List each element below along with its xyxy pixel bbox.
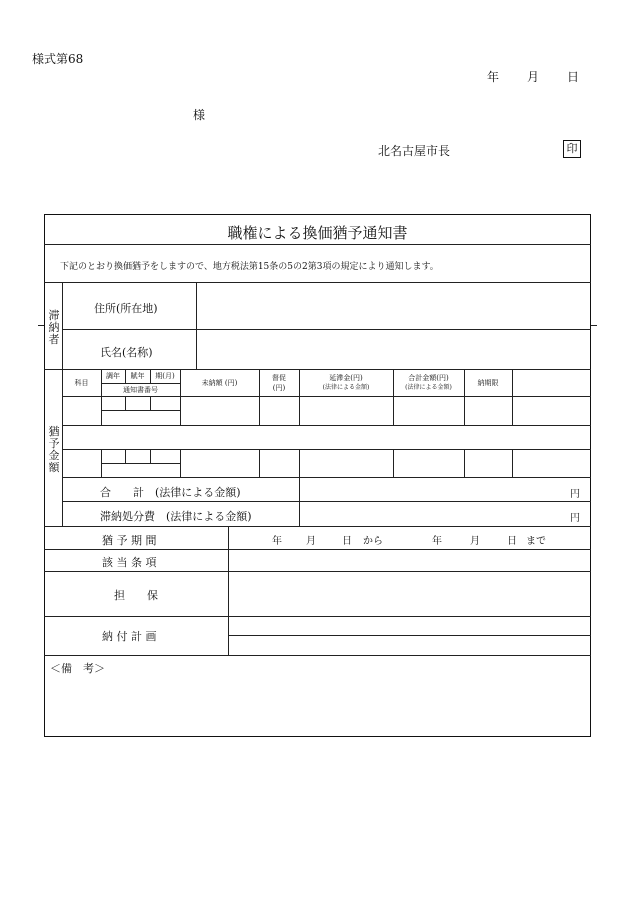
period-from-year: 年: [272, 536, 282, 547]
applicable-clause-label: 該 当 条 項: [102, 556, 157, 569]
fold-mark-left: [38, 325, 44, 326]
grace-period-label: 猶 予 期 間: [102, 534, 157, 547]
remarks-label: ＜備 考＞: [50, 662, 105, 675]
payment-plan-label: 納 付 計 画: [102, 630, 157, 643]
grace-amount-label: 猶予金額: [48, 425, 60, 474]
form-number: 様式第68: [32, 52, 84, 66]
period-to-day: 日: [507, 536, 517, 547]
name-label: 氏名(名称): [100, 346, 153, 359]
col-item: 科目: [74, 379, 89, 387]
notice-form: [44, 214, 591, 737]
col-total-note: (法律による金額): [405, 384, 452, 391]
date-year-label: 年: [487, 70, 500, 84]
col-tax-year: 調年: [106, 372, 120, 380]
issuer-name: 北名古屋市長: [378, 144, 451, 158]
period-from-day: 日: [342, 536, 352, 547]
period-from-label: から: [363, 536, 383, 547]
sum-label: 合 計 (法律による金額): [100, 486, 241, 499]
date-month-label: 月: [527, 70, 540, 84]
col-period: 期(月): [155, 372, 175, 380]
address-label: 住所(所在地): [94, 302, 158, 315]
col-unpaid: 未納額 (円): [201, 379, 238, 387]
period-to-year: 年: [432, 536, 442, 547]
disposal-cost-label: 滞納処分費 (法律による金額): [100, 510, 252, 523]
col-due-date: 納期限: [477, 379, 499, 387]
seal-stamp-box: 印: [563, 140, 581, 158]
form-title: 職権による換価猶予通知書: [227, 224, 408, 242]
security-label: 担 保: [114, 589, 158, 602]
intro-text: 下記のとおり換価猶予をしますので、地方税法第15条の5の2第3項の規定により通知します。: [60, 262, 439, 272]
period-from-month: 月: [306, 536, 316, 547]
col-demand-fee-unit: (円): [272, 384, 286, 392]
col-notice-number: 通知書番号: [123, 386, 158, 394]
col-total: 合計金額(円): [408, 374, 449, 382]
col-demand-fee: 督促: [272, 374, 286, 382]
col-levy-year: 賦年: [130, 372, 145, 380]
sum-unit: 円: [570, 489, 580, 500]
period-to-label: まで: [526, 536, 546, 547]
date-day-label: 日: [567, 70, 580, 84]
col-late-fee-note: (法律による金額): [322, 384, 370, 391]
addressee-suffix: 様: [193, 108, 206, 122]
period-to-month: 月: [470, 536, 480, 547]
col-late-fee: 延滞金(円): [329, 374, 363, 382]
delinquent-label: 滞納者: [48, 309, 60, 346]
disposal-cost-unit: 円: [570, 513, 580, 524]
fold-mark-right: [591, 325, 597, 326]
